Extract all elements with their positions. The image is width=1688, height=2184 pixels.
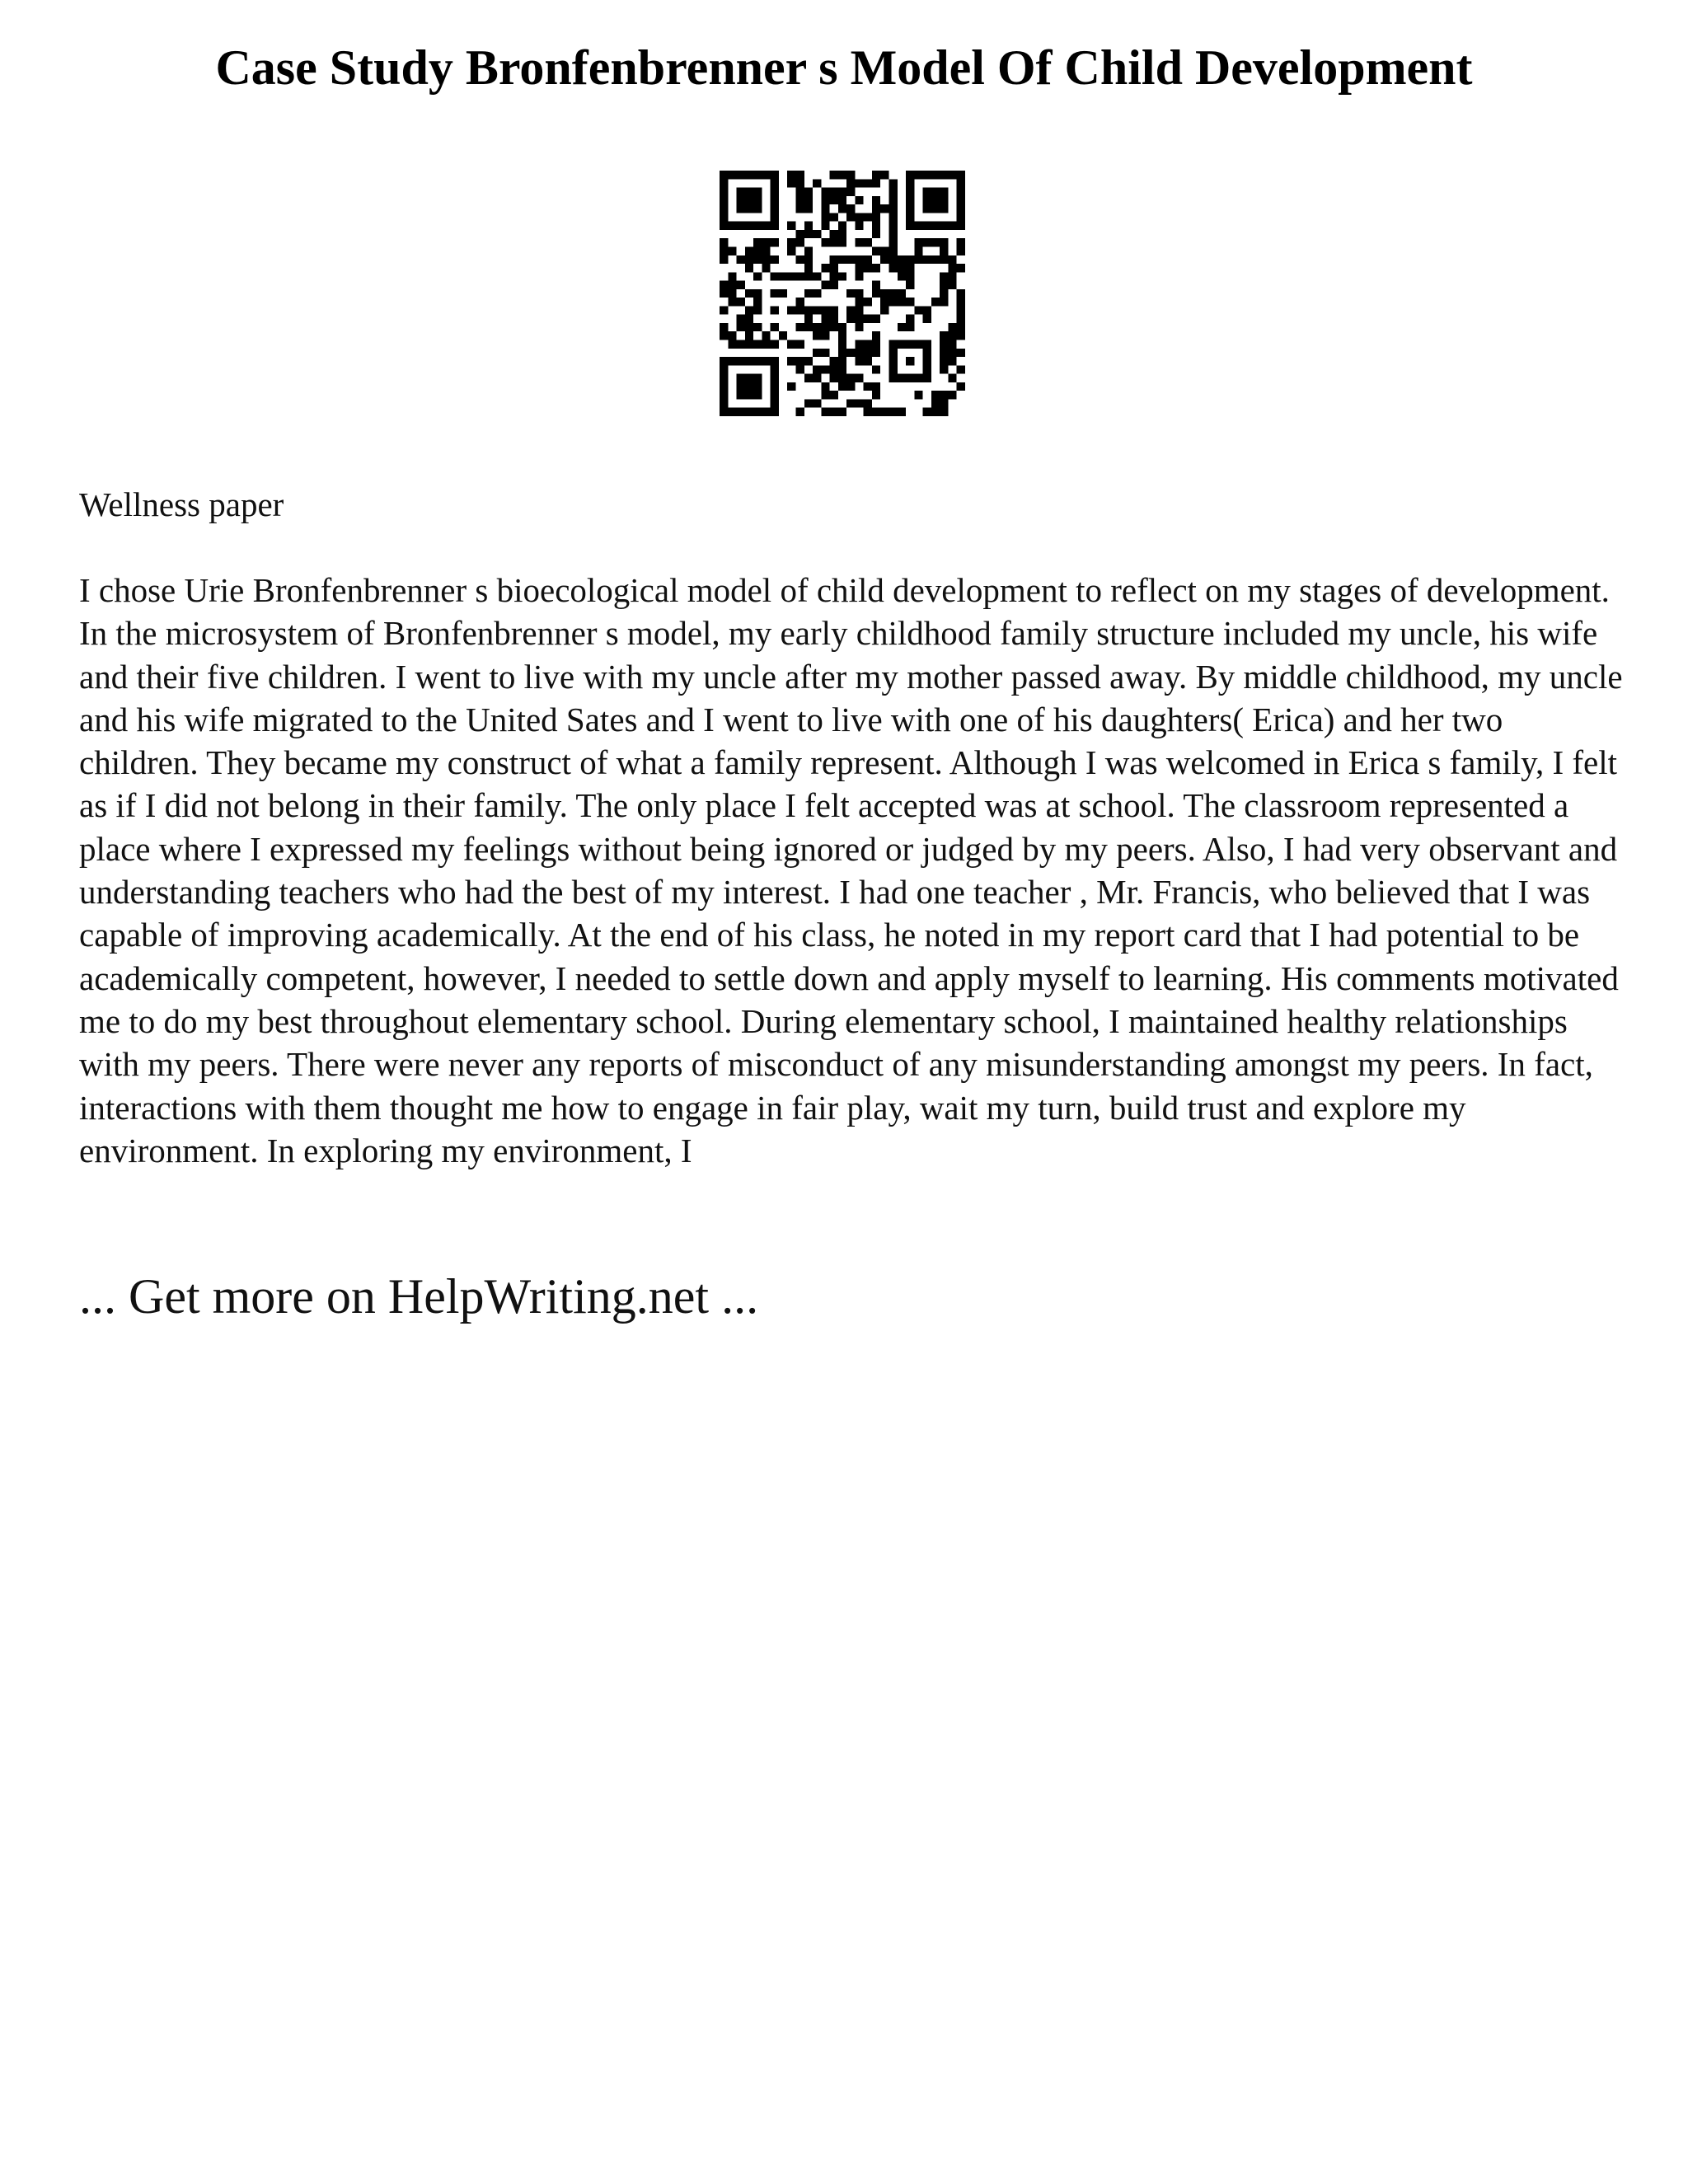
page-title: Case Study Bronfenbrenner s Model Of Child Development — [215, 40, 1473, 95]
get-more-link[interactable]: ... Get more on HelpWriting.net ... — [79, 1269, 759, 1324]
qr-code-icon — [720, 171, 965, 416]
essay-body-text: I chose Urie Bronfenbrenner s bioecological model of child development to reflect on my stages of development. In the microsystem of Bronfenbrenner s model, my early childhood family structure included my uncle, his wife and their five children. I went to live with my uncle after my mother passed away. By middle childhood, my uncle and his wife migrated to the United Sates and I went to live with one of his daughters( Erica) and her two children. They became my construct of what a family represent. Although I was welcomed in Erica s family, I felt as if I did not belong in their family. The only place I felt accepted was at school. The classroom represented a place where I expressed my feelings without being ignored or judged by my peers. Also, I had very observant and understanding teachers who had the best of my interest. I had one teacher , Mr. Francis, who believed that I was capable of improving academically. At the end of his class, he noted in my report card that I had potential to be academically competent, however, I needed to settle down and apply myself to learning. His comments motivated me to do my best throughout elementary school. During elementary school, I maintained healthy relationships with my peers. There were never any reports of misconduct of any misunderstanding amongst my peers. In fact, interactions with them thought me how to engage in fair play, wait my turn, build trust and explore my environment. In exploring my environment, I — [79, 571, 1623, 1169]
paper-subtitle: Wellness paper — [79, 485, 284, 523]
